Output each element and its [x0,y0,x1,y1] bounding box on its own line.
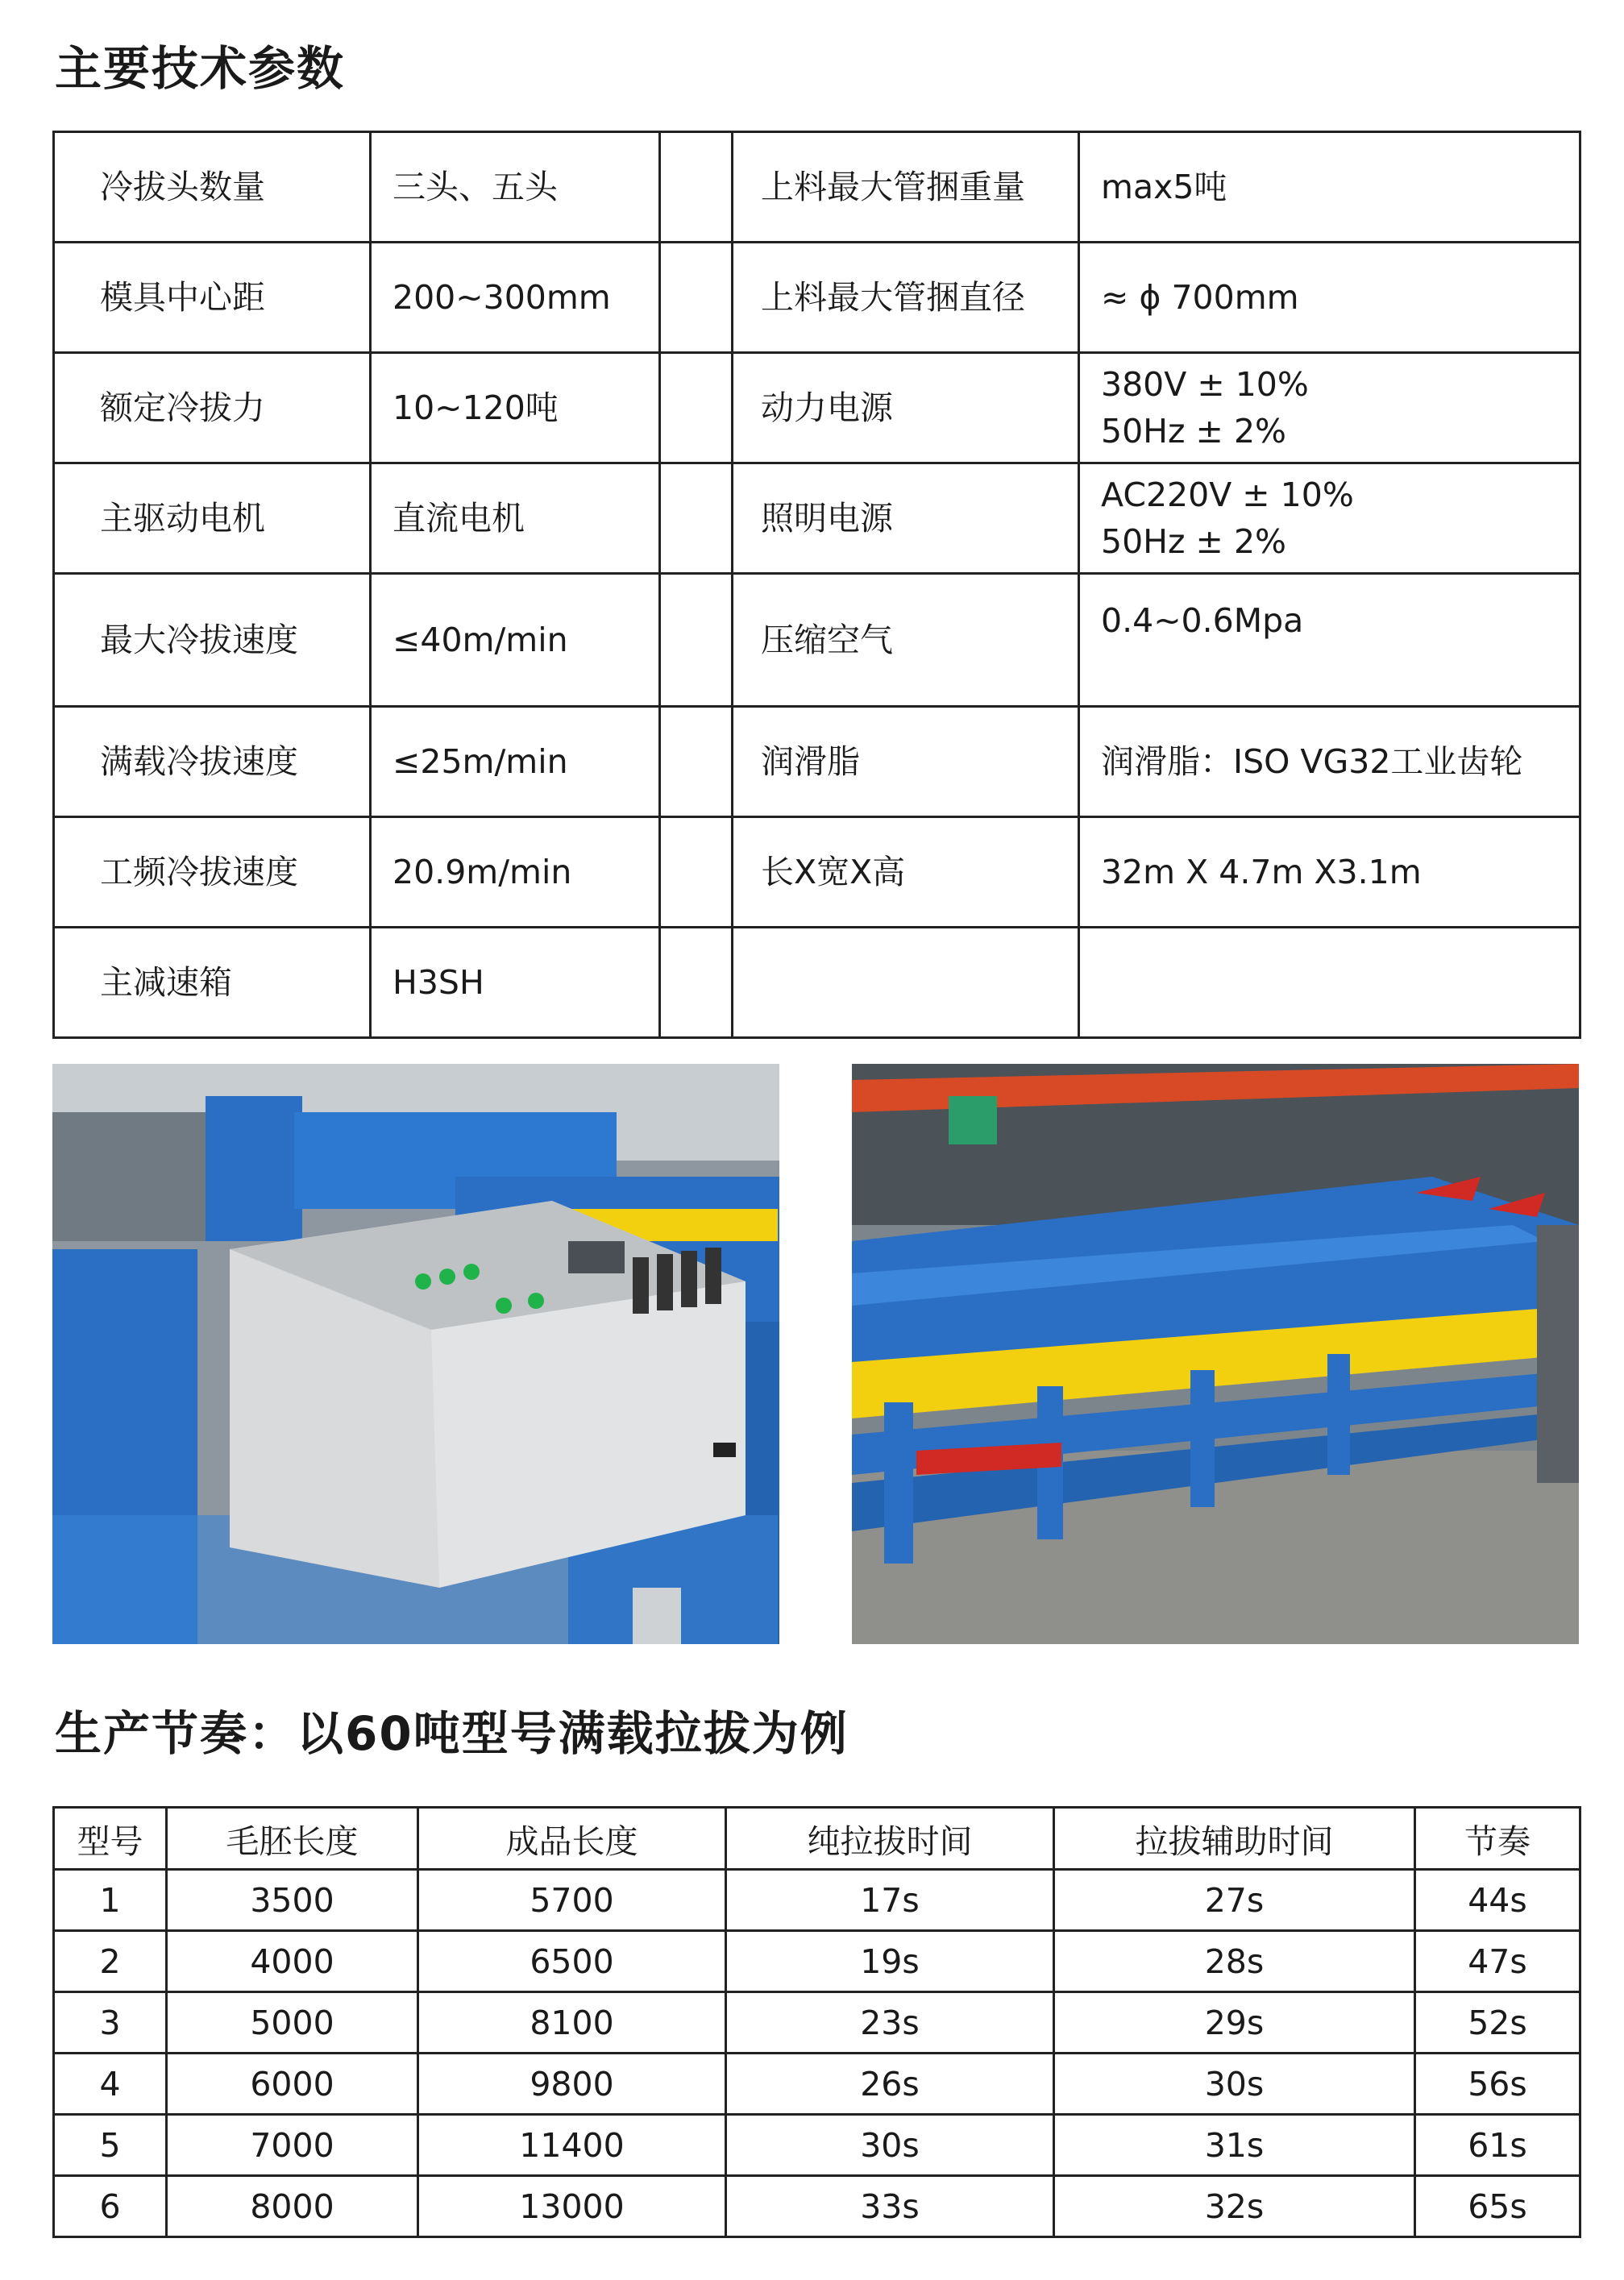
spec-value-line: AC220V ± 10% [1101,475,1354,514]
rhythm-cell: 30s [1054,2054,1415,2115]
spec-label: 最大冷拔速度 [54,574,371,707]
spec-label: 主驱动电机 [54,463,371,574]
rhythm-cell: 26s [726,2054,1054,2115]
spec-value: ≤40m/min [371,574,660,707]
spec-value-cell [1079,353,1580,463]
cold-drawing-line-illustration [852,1064,1579,1644]
rhythm-cell: 6500 [418,1931,726,1992]
spec-value: 10~120吨 [371,353,660,463]
spec-value-cell [1079,463,1580,574]
specs-section-title: 主要技术参数 [55,41,346,96]
spec-label: 上料最大管捆直径 [733,243,1079,353]
rhythm-cell: 27s [1054,1870,1415,1931]
rhythm-cell: 5700 [418,1870,726,1931]
spec-label: 满载冷拔速度 [54,707,371,817]
spec-label: 冷拔头数量 [54,132,371,243]
rhythm-column-header: 毛胚长度 [167,1808,418,1870]
spec-gap-cell [660,463,733,574]
table-row [54,2176,1580,2237]
cold-drawing-line-photo [852,1064,1579,1644]
spec-value-line: 润滑脂：ISO VG32工业齿轮 [1101,741,1523,781]
spec-row [54,817,1580,928]
rhythm-cell: 6 [54,2176,167,2237]
control-cabinet-photo [52,1064,779,1644]
rhythm-cell: 8000 [167,2176,418,2237]
spec-gap-cell [660,574,733,707]
spec-table-body [54,132,1580,1038]
spec-gap-cell [660,132,733,243]
rhythm-column-header: 成品长度 [418,1808,726,1870]
rhythm-cell: 31s [1054,2115,1415,2176]
table-row [54,1992,1580,2054]
rhythm-cell: 1 [54,1870,167,1931]
spec-value-cell [1079,707,1580,817]
rhythm-cell: 5000 [167,1992,418,2054]
rhythm-cell: 17s [726,1870,1054,1931]
table-row [54,2054,1580,2115]
spec-value-line: 50Hz ± 2% [1101,412,1286,451]
rhythm-cell: 65s [1415,2176,1580,2237]
spec-value-line: 380V ± 10% [1101,364,1309,404]
spec-value-cell [1079,928,1580,1038]
rhythm-cell: 3500 [167,1870,418,1931]
spec-gap-cell [660,928,733,1038]
table-row [54,1931,1580,1992]
rhythm-cell: 11400 [418,2115,726,2176]
spec-value-cell [1079,574,1580,707]
spec-label: 工频冷拔速度 [54,817,371,928]
rhythm-cell: 44s [1415,1870,1580,1931]
spec-label: 模具中心距 [54,243,371,353]
rhythm-column-header: 节奏 [1415,1808,1580,1870]
spec-value-line: max5吨 [1101,167,1227,206]
spec-value: 200~300mm [371,243,660,353]
spec-value-line: ≈ ϕ 700mm [1101,277,1299,317]
spec-value: H3SH [371,928,660,1038]
spec-gap-cell [660,353,733,463]
table-row [54,1870,1580,1931]
spec-row [54,928,1580,1038]
spec-label: 长X宽X高 [733,817,1079,928]
spec-gap-cell [660,243,733,353]
rhythm-cell: 33s [726,2176,1054,2237]
spec-value-line: 0.4~0.6Mpa [1101,601,1304,640]
rhythm-section-title: 生产节奏：以60吨型号满载拉拔为例 [55,1706,849,1761]
rhythm-cell: 30s [726,2115,1054,2176]
rhythm-cell: 47s [1415,1931,1580,1992]
spec-label: 动力电源 [733,353,1079,463]
spec-value-line: 32m X 4.7m X3.1m [1101,852,1422,891]
spec-row [54,132,1580,243]
spec-table [52,131,1581,1039]
spec-value: 直流电机 [371,463,660,574]
spec-value: ≤25m/min [371,707,660,817]
spec-label: 额定冷拔力 [54,353,371,463]
spec-value-cell [1079,132,1580,243]
rhythm-cell: 13000 [418,2176,726,2237]
spec-label: 主减速箱 [54,928,371,1038]
spec-value-cell [1079,243,1580,353]
rhythm-cell: 32s [1054,2176,1415,2237]
rhythm-cell: 4000 [167,1931,418,1992]
rhythm-cell: 2 [54,1931,167,1992]
rhythm-cell: 4 [54,2054,167,2115]
rhythm-cell: 29s [1054,1992,1415,2054]
rhythm-cell: 23s [726,1992,1054,2054]
control-cabinet-illustration [52,1064,779,1644]
rhythm-table-body [54,1870,1580,2237]
spec-value-cell [1079,817,1580,928]
rhythm-cell: 7000 [167,2115,418,2176]
rhythm-column-header: 纯拉拔时间 [726,1808,1054,1870]
rhythm-cell: 56s [1415,2054,1580,2115]
rhythm-cell: 3 [54,1992,167,2054]
spec-label: 润滑脂 [733,707,1079,817]
spec-gap-cell [660,707,733,817]
rhythm-column-header: 型号 [54,1808,167,1870]
rhythm-cell: 5 [54,2115,167,2176]
rhythm-cell: 9800 [418,2054,726,2115]
spec-label: 压缩空气 [733,574,1079,707]
rhythm-table-header-row [54,1808,1580,1870]
spec-label [733,928,1079,1038]
spec-row [54,243,1580,353]
spec-label: 照明电源 [733,463,1079,574]
rhythm-cell: 61s [1415,2115,1580,2176]
spec-value: 三头、五头 [371,132,660,243]
spec-row [54,574,1580,707]
spec-row [54,463,1580,574]
spec-label: 上料最大管捆重量 [733,132,1079,243]
spec-row [54,353,1580,463]
spec-value-line: 50Hz ± 2% [1101,522,1286,561]
rhythm-cell: 28s [1054,1931,1415,1992]
spec-row [54,707,1580,817]
rhythm-cell: 52s [1415,1992,1580,2054]
spec-value: 20.9m/min [371,817,660,928]
rhythm-table [52,1806,1581,2238]
rhythm-cell: 8100 [418,1992,726,2054]
spec-gap-cell [660,817,733,928]
rhythm-column-header: 拉拔辅助时间 [1054,1808,1415,1870]
rhythm-cell: 19s [726,1931,1054,1992]
rhythm-cell: 6000 [167,2054,418,2115]
table-row [54,2115,1580,2176]
